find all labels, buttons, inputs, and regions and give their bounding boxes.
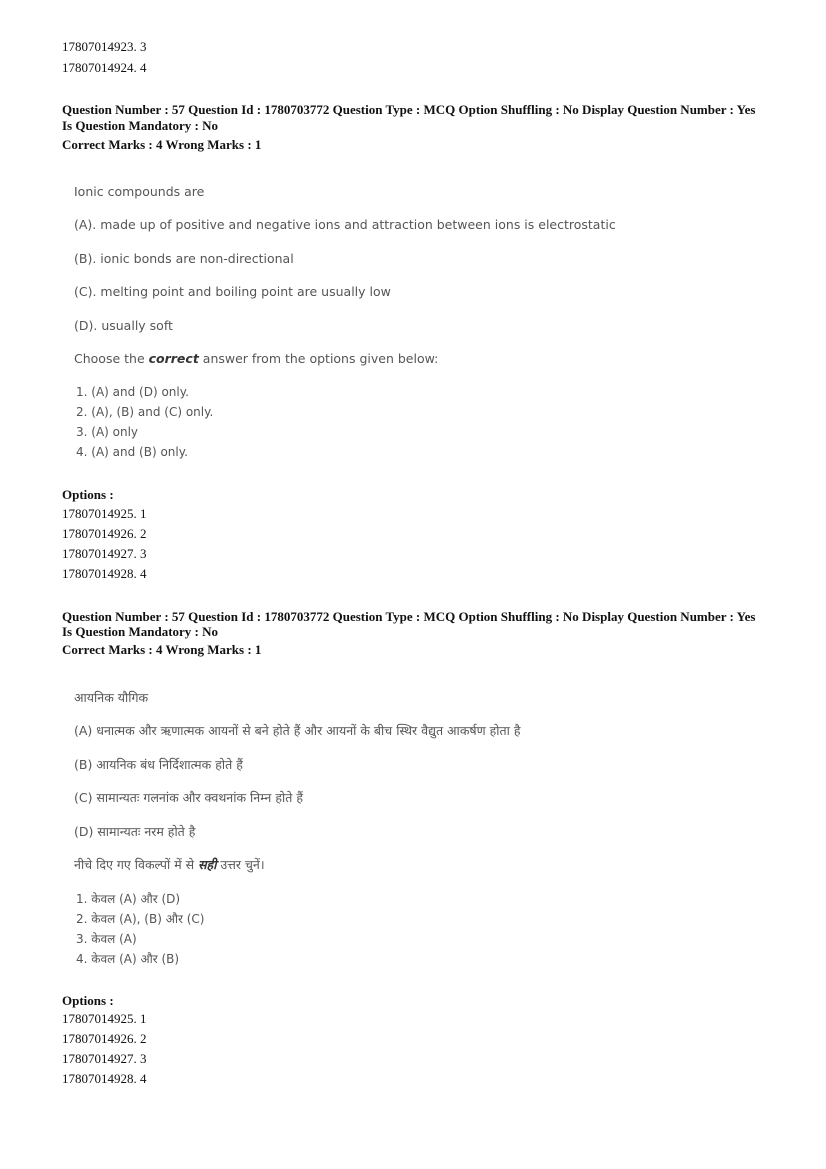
question-marks: Correct Marks : 4 Wrong Marks : 1 [62,642,262,657]
answer-choice: 2. केवल (A), (B) और (C) [76,912,205,926]
question-statement: (D) सामान्यतः नरम होते है [74,824,196,839]
option-line: 17807014927. 3 [62,1051,147,1066]
answer-choice: 4. (A) and (B) only. [76,445,188,459]
answer-choice: 3. केवल (A) [76,932,137,946]
answer-choice: 3. (A) only [76,425,139,439]
question-statement: (D). usually soft [74,318,173,333]
answer-choice: 1. (A) and (D) only. [76,385,189,399]
option-line: 17807014928. 4 [62,1071,147,1086]
question-instruction: Choose the correct answer from the options given below: [74,351,439,366]
question-mandatory: Is Question Mandatory : No [62,118,219,133]
question-statement: (C). melting point and boiling point are usually low [74,284,391,299]
question-marks: Correct Marks : 4 Wrong Marks : 1 [62,137,262,152]
option-line: 17807014925. 1 [62,506,147,521]
option-line: 17807014925. 1 [62,1011,147,1026]
question-header: Question Number : 57 Question Id : 1780703772 Question Type : MCQ Option Shuffling : No Display Question Number : Yes [62,609,756,624]
option-line: 17807014924. 4 [62,60,147,75]
question-header: Question Number : 57 Question Id : 1780703772 Question Type : MCQ Option Shuffling : No Display Question Number : Yes [62,102,756,117]
question-instruction: नीचे दिए गए विकल्पों में से सही उत्तर चुनें। [74,857,265,872]
option-line: 17807014926. 2 [62,526,147,541]
answer-choice: 4. केवल (A) और (B) [76,952,180,966]
answer-choice: 1. केवल (A) और (D) [76,892,181,906]
question-statement: (A) धनात्मक और ऋणात्मक आयनों से बने होते हैं और आयनों के बीच स्थिर वैद्युत आकर्षण होता है [74,723,521,738]
option-line: 17807014926. 2 [62,1031,147,1046]
question-stem: Ionic compounds are [74,184,205,199]
options-label: Options : [62,487,114,502]
question-statement: (B) आयनिक बंध निर्दिशात्मक होते हैं [74,757,243,772]
question-stem: आयनिक यौगिक [74,690,149,705]
options-label: Options : [62,993,114,1008]
question-statement: (C) सामान्यतः गलनांक और क्वथनांक निम्न होते हैं [74,790,303,805]
option-line: 17807014923. 3 [62,39,147,54]
emphasis-correct: correct [148,351,199,366]
option-line: 17807014927. 3 [62,546,147,561]
option-line: 17807014928. 4 [62,566,147,581]
question-mandatory: Is Question Mandatory : No [62,624,219,639]
answer-choice: 2. (A), (B) and (C) only. [76,405,214,419]
question-statement: (A). made up of positive and negative ions and attraction between ions is electrostatic [74,217,616,232]
emphasis-correct: सही [198,857,217,872]
question-statement: (B). ionic bonds are non-directional [74,251,294,266]
